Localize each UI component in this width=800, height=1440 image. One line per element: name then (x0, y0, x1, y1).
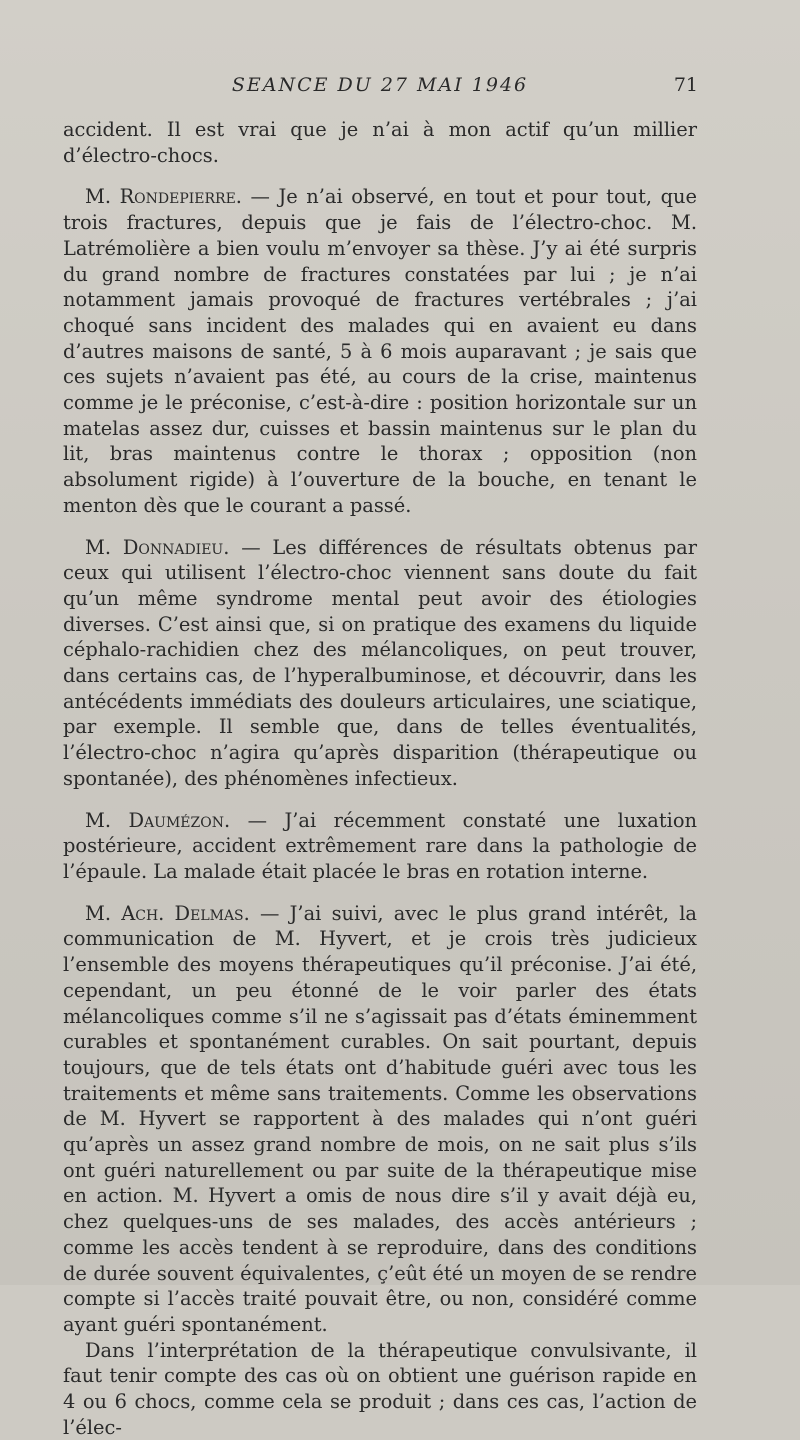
paragraph-rondepierre (63, 184, 697, 518)
page-header (62, 70, 698, 100)
paragraph-text: Dans l’interprétation de la thérapeutique convulsivante, il faut tenir compte des cas où on obtient une guérison rapide en 4 ou 6 chocs, comme cela se produit ; dans ces cas, l’action de l’élec- (63, 1338, 697, 1439)
paragraph-daumezon (63, 808, 697, 885)
paragraph-interpretation (63, 1338, 697, 1440)
speaker-name: M. Rondepierre. (85, 185, 242, 209)
paragraph-delmas (63, 901, 697, 1338)
paragraph-text: — Je n’ai observé, en tout et pour tout, que trois fractures, depuis que je fais de l’électro-choc. M. Latrémolière a bien voulu m’envoyer sa thèse. J’y ai été surpris du grand nombre de fractures constatées par lui ; je n’ai notamment jamais provoqué de fractures vertébrales ; j’ai choqué sans incident des malades qui en avaient eu dans d’autres maisons de santé, 5 à 6 mois auparavant ; je sais que ces sujets n’avaient pas été, au cours de la crise, maintenus comme je le préconise, c’est-à-dire : position horizontale sur un matelas assez dur, cuisses et bassin maintenus sur le plan du lit, bras maintenus contre le thorax ; opposition (non absolument rigide) à l’ouverture de la bouche, en tenant le menton dès que le courant a passé. (63, 185, 697, 517)
speaker-name: M. Donnadieu. (85, 535, 230, 559)
body-text (63, 117, 697, 1440)
paragraph-donnadieu (63, 535, 697, 792)
running-title: SEANCE DU 27 MAI 1946 (231, 74, 529, 96)
paragraph-text: — J’ai récemment constaté une luxation postérieure, accident extrêmement rare dans la pathologie de l’épaule. La malade était placée le bras en rotation interne. (63, 808, 698, 883)
paragraph-continuation (63, 117, 697, 168)
speaker-name: M. Ach. Delmas. (85, 901, 250, 925)
paragraph-text: — Les différences de résultats obtenus par ceux qui utilisent l’électro-choc viennent sans doute du fait qu’un même syndrome mental peut avoir des étiologies diverses. C’est ainsi que, si on pratique des examens du liquide céphalo-rachidien chez des mélancoliques, on peut trouver, dans certains cas, de l’hyperalbuminose, et découvrir, dans les antécédents immédiats des douleurs articulaires, une sciatique, par exemple. Il semble que, dans de telles éventualités, l’électro-choc n’agira qu’après disparition (thérapeutique ou spontanée), des phénomènes infectieux. (63, 535, 697, 790)
page-number: 71 (673, 74, 698, 96)
paragraph-text: — J’ai suivi, avec le plus grand intérêt, la communication de M. Hyvert, et je crois très judicieux l’ensemble des moyens thérapeutiques qu’il préconise. J’ai été, cependant, un peu étonné de le voir parler des états mélancoliques comme s’il ne s’agissait pas d’états éminemment curables et spontanément curables. On sait pourtant, depuis toujours, que de tels états ont d’habitude guéri avec tous les traitements et même sans traitements. Comme les observations de M. Hyvert se rapportent à des malades qui n’ont guéri qu’après un assez grand nombre de mois, on ne sait plus s’ils ont guéri naturellement ou par suite de la thérapeutique mise en action. M. Hyvert a omis de nous dire s’il y avait déjà eu, chez quelques-uns de ses malades, des accès antérieurs ; comme les accès tendent à se reproduire, dans des conditions de durée souvent équivalentes, ç’eût été un moyen de se rendre compte si l’accès traité pouvait être, ou non, considéré comme ayant guéri spontanément. (63, 901, 697, 1336)
speaker-name: M. Daumézon. (85, 808, 231, 832)
paragraph-text: accident. Il est vrai que je n’ai à mon actif qu’un millier d’électro-chocs. (63, 118, 697, 167)
